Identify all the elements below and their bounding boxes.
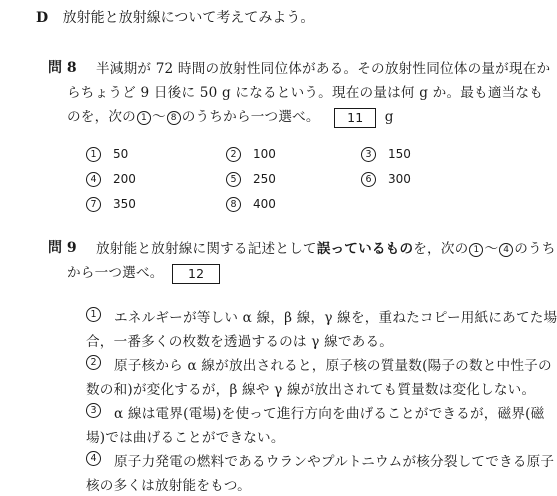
q9-statement-2-line-1: 原子核から α 線が放出されると，原子核の質量数(陽子の数と中性子の [114,358,552,374]
q8-unit: g [384,109,394,125]
q9-line-1-emphasis: 誤っているもの [316,241,414,257]
q9-line-1 [96,237,556,257]
q8-option-2[interactable] [226,147,276,162]
q8-option-3[interactable] [361,147,411,162]
section-letter: D [36,10,49,26]
q9-statement-1-line-1: エネルギーが等しい α 線，β 線，γ 線を，重ねたコピー用紙にあてた場 [114,310,557,326]
q8-option-2-num: 2 [226,147,241,162]
q9-statement-3-num: 3 [86,403,101,418]
q8-range-end: 8 [167,111,181,125]
q8-option-4-num: 4 [86,172,101,187]
q8-option-3-value: 150 [388,147,411,161]
q8-option-8-num: 8 [226,197,241,212]
q9-line-2-text: から一つ選べ。 [67,265,164,281]
q8-line-2: らちょうど 9 日後に 50 g になるという。現在の量は何 g か。最も適当なも [67,85,544,101]
q8-line-3-post: のうちから一つ選べ。 [181,109,320,125]
q9-answer-box: 12 [172,264,220,284]
q9-line-1-pre: 放射能と放射線に関する記述として [96,241,317,257]
q8-range-start: 1 [137,111,151,125]
q8-option-7-num: 7 [86,197,101,212]
q9-statement-3-line-1: α 線は電界(電場)を使って進行方向を曲げることができるが，磁界(磁 [114,406,545,422]
q9-statement-3-line-2: 場)では曲げることができない。 [86,430,285,446]
q8-option-2-value: 100 [253,147,276,161]
q9-statement-4-line-2: 核の多くは放射能をもつ。 [86,478,251,494]
q9-statement-2-num: 2 [86,355,101,370]
q8-option-8[interactable] [226,197,276,212]
q8-option-1-num: 1 [86,147,101,162]
q8-number: 問 8 [48,60,77,76]
section-title: 放射能と放射線について考えてみよう。 [62,10,315,26]
q8-option-6[interactable] [361,172,411,187]
q8-option-8-value: 400 [253,197,276,211]
q8-option-7-value: 350 [113,197,136,211]
q8-option-5-value: 250 [253,172,276,186]
q9-statement-2-line-2: 数の和)が変化するが，β 線や γ 線が放出されても質量数は変化しない。 [86,382,536,398]
q8-range-tilde: ～ [151,109,166,125]
q8-option-5-num: 5 [226,172,241,187]
q9-number: 問 9 [48,240,77,256]
q8-answer-box: 11 [334,108,376,128]
q8-option-3-num: 3 [361,147,376,162]
q8-option-1-value: 50 [113,147,129,161]
q8-option-7[interactable] [86,197,136,212]
q8-line-1: 半減期が 72 時間の放射性同位体がある。その放射性同位体の量が現在か [96,61,551,77]
q8-option-4[interactable] [86,172,136,187]
q9-statement-4-num: 4 [86,451,101,466]
q9-statement-1-line-2: 合，一番多くの枚数を透過するのは γ 線である。 [86,334,394,350]
q8-option-1[interactable] [86,147,128,162]
q8-line-3-pre: のを，次の [67,109,136,125]
q8-option-6-value: 300 [388,172,411,186]
q9-statement-4-line-1: 原子力発電の燃料であるウランやプルトニウムが核分裂してできる原子 [114,454,555,470]
q9-line-1-mid: を，次の [413,241,469,257]
q9-line-2 [67,261,220,284]
q9-line-1-post: のうち [514,241,556,257]
q8-option-6-num: 6 [361,172,376,187]
q9-range-tilde: ～ [484,241,499,257]
q8-option-5[interactable] [226,172,276,187]
q9-range-end: 4 [499,243,513,257]
section-heading [36,7,314,27]
q9-statement-1-num: 1 [86,307,101,322]
q8-option-4-value: 200 [113,172,136,186]
q8-line-3 [67,105,394,128]
q9-range-start: 1 [469,243,483,257]
